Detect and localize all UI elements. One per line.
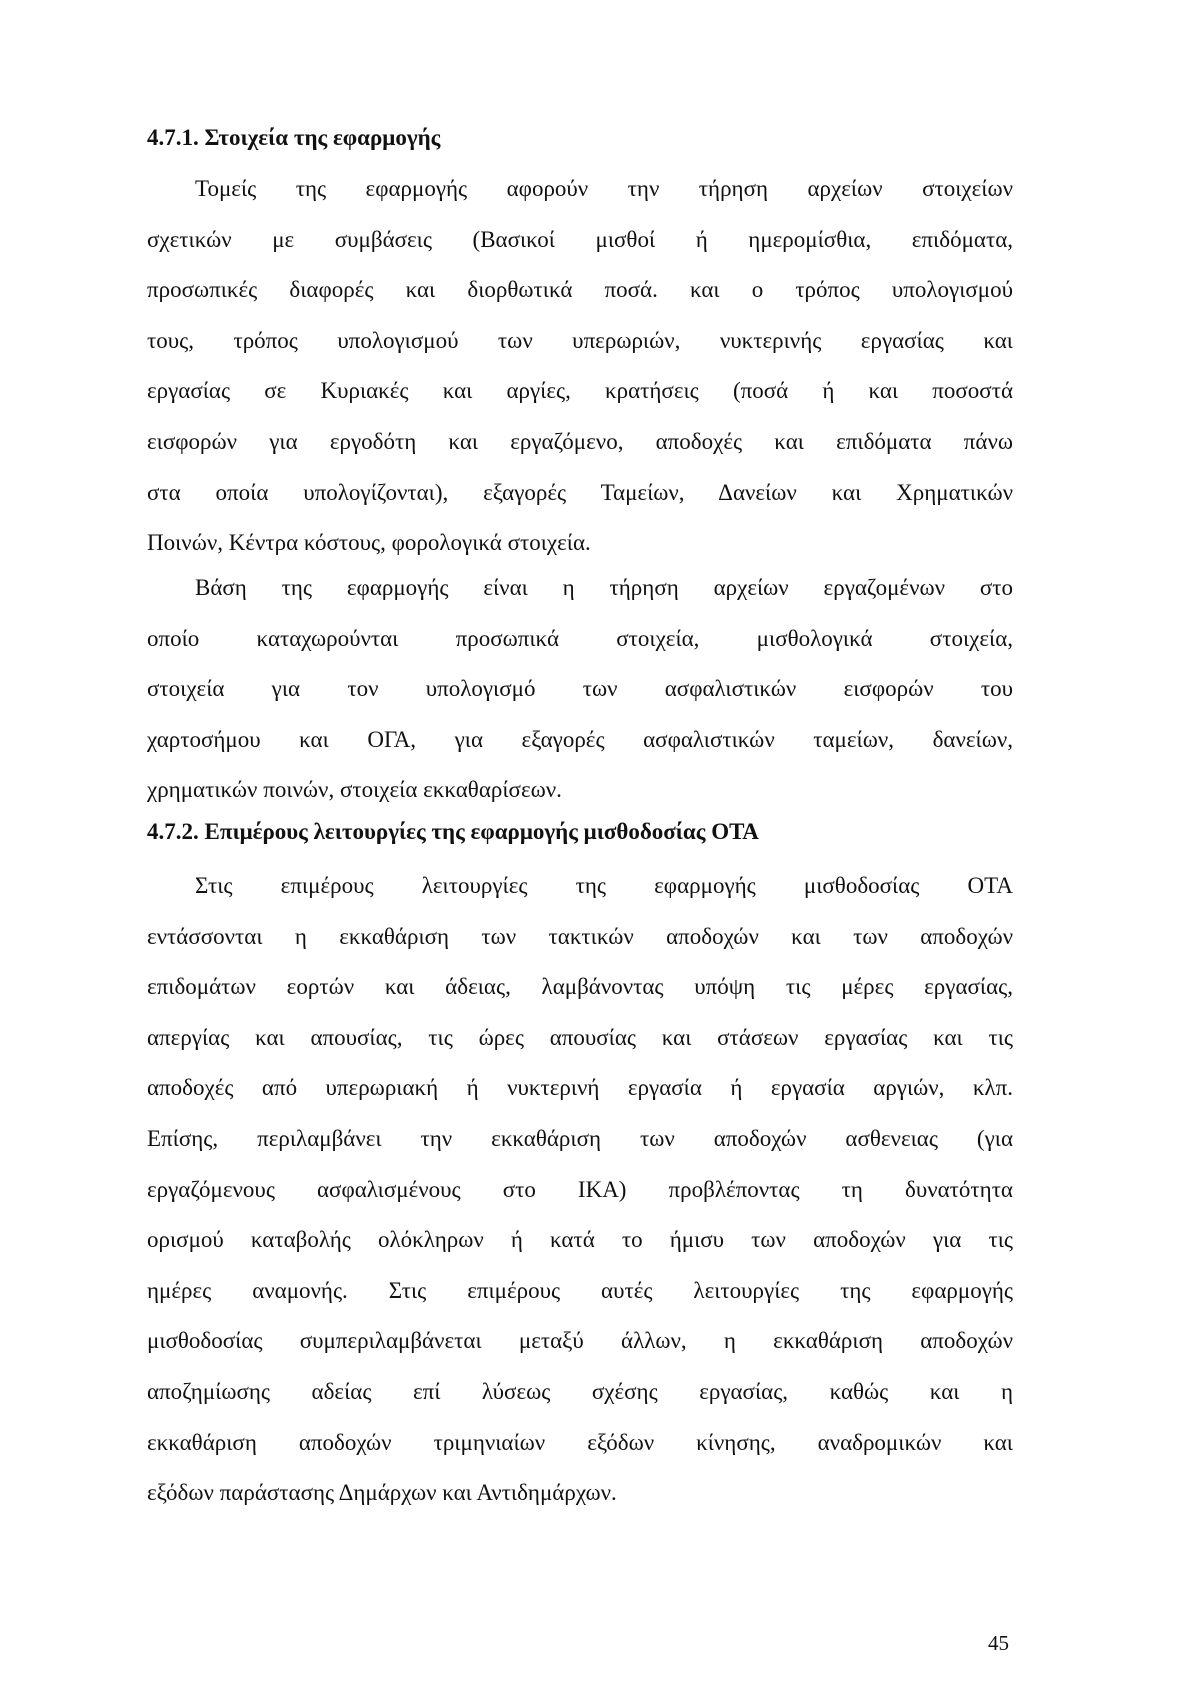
text-line: αποδοχές από υπερωριακή ή νυκτερινή εργασία ή εργασία αργιών, κλπ.	[147, 1075, 1013, 1101]
section-2-paragraph-1	[147, 861, 1013, 1519]
text-line: ορισμού καταβολής ολόκληρων ή κατά το ήμισυ των αποδοχών για τις	[147, 1227, 1013, 1253]
text-line: τους, τρόπος υπολογισμού των υπερωριών, νυκτερινής εργασίας και	[147, 327, 1013, 353]
text-line: επιδομάτων εορτών και άδειας, λαμβάνοντας υπόψη τις μέρες εργασίας,	[147, 974, 1013, 1000]
text-line: ημέρες αναμονής. Στις επιμέρους αυτές λειτουργίες της εφαρμογής	[147, 1277, 1013, 1303]
text-line: στοιχεία για τον υπολογισμό των ασφαλιστικών εισφορών του	[147, 676, 1013, 702]
text-line: οποίο καταχωρούνται προσωπικά στοιχεία, μισθολογικά στοιχεία,	[147, 625, 1013, 651]
text-line: σχετικών με συμβάσεις (Βασικοί μισθοί ή ημερομίσθια, επιδόματα,	[147, 226, 1013, 252]
text-line: απεργίας και απουσίας, τις ώρες απουσίας και στάσεων εργασίας και τις	[147, 1024, 1013, 1050]
text-line: χαρτοσήμου και ΟΓΑ, για εξαγορές ασφαλιστικών ταμείων, δανείων,	[147, 726, 1013, 752]
text-line: εργαζόμενους ασφαλισμένους στο ΙΚΑ) προβλέποντας τη δυνατότητα	[147, 1176, 1013, 1202]
section-1-paragraph-1	[147, 164, 1013, 569]
text-line: στα οποία υπολογίζονται), εξαγορές Ταμείων, Δανείων και Χρηματικών	[147, 479, 1013, 505]
text-line: Επίσης, περιλαμβάνει την εκκαθάριση των αποδοχών ασθενειας (για	[147, 1125, 1013, 1151]
page-number: 45	[988, 1631, 1009, 1655]
text-line: εξόδων παράστασης Δημάρχων και Αντιδημάρχων.	[147, 1480, 617, 1506]
text-line: Ποινών, Κέντρα κόστους, φορολογικά στοιχεία.	[147, 530, 591, 556]
text-line: προσωπικές διαφορές και διορθωτικά ποσά. και ο τρόπος υπολογισμού	[147, 277, 1013, 303]
text-line: εισφορών για εργοδότη και εργαζόμενο, αποδοχές και επιδόματα πάνω	[147, 428, 1013, 454]
section-heading-4-7-2: 4.7.2. Επιμέρους λειτουργίες της εφαρμογής μισθοδοσίας ΟΤΑ	[147, 819, 759, 844]
text-line: εντάσσονται η εκκαθάριση των τακτικών αποδοχών και των αποδοχών	[147, 923, 1013, 949]
section-1-paragraph-2	[147, 563, 1013, 816]
text-line: Τομείς της εφαρμογής αφορούν την τήρηση αρχείων στοιχείων	[195, 176, 1013, 201]
text-line: χρηματικών ποινών, στοιχεία εκκαθαρίσεων.	[147, 777, 562, 803]
text-line: Βάση της εφαρμογής είναι η τήρηση αρχείων εργαζομένων στο	[195, 575, 1013, 600]
text-line: αποζημίωσης αδείας επί λύσεως σχέσης εργασίας, καθώς και η	[147, 1378, 1013, 1404]
text-line: εκκαθάριση αποδοχών τριμηνιαίων εξόδων κίνησης, αναδρομικών και	[147, 1429, 1013, 1455]
text-line: Στις επιμέρους λειτουργίες της εφαρμογής μισθοδοσίας ΟΤΑ	[195, 873, 1013, 898]
text-line: εργασίας σε Κυριακές και αργίες, κρατήσεις (ποσά ή και ποσοστά	[147, 378, 1013, 404]
text-line: μισθοδοσίας συμπεριλαμβάνεται μεταξύ άλλων, η εκκαθάριση αποδοχών	[147, 1328, 1013, 1354]
section-heading-4-7-1: 4.7.1. Στοιχεία της εφαρμογής	[147, 125, 441, 150]
